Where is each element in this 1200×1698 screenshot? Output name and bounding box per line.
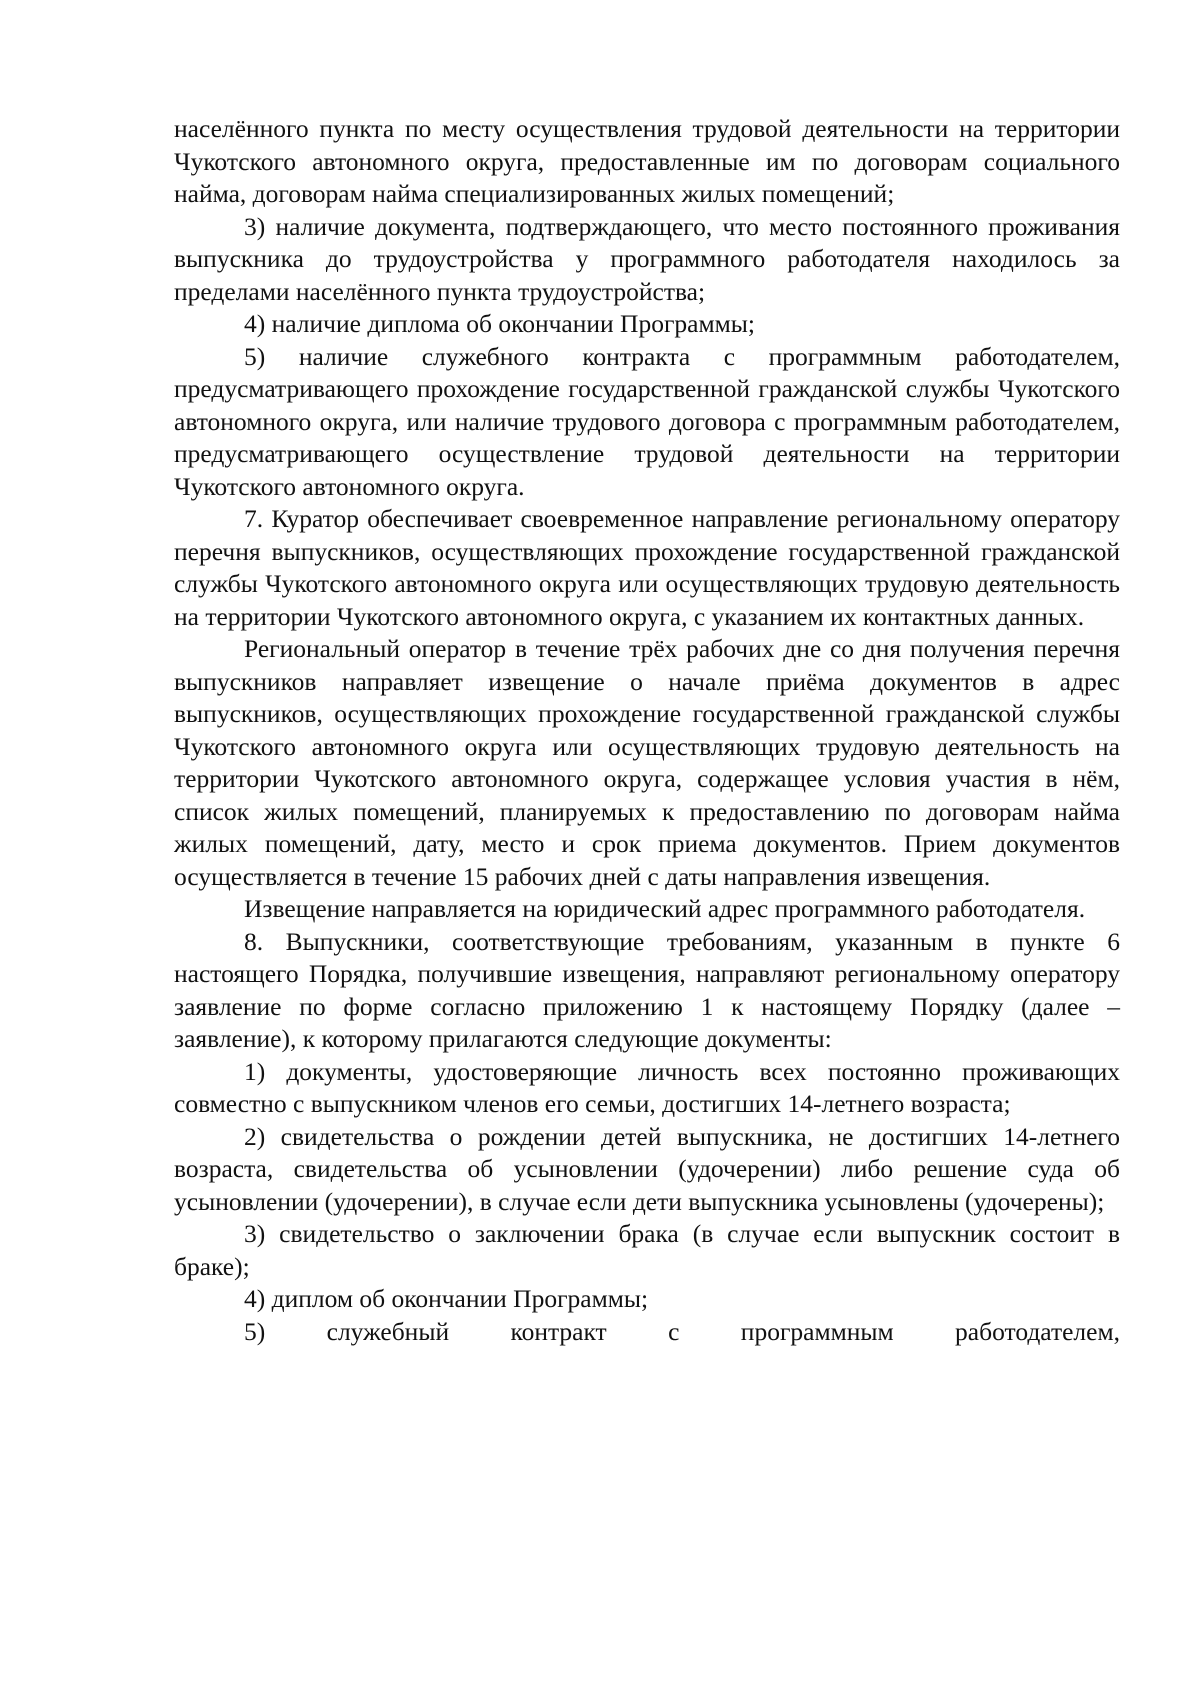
paragraph-doc-item-4: 4) диплом об окончании Программы; <box>244 1284 649 1313</box>
paragraph-doc-item-2: 2) свидетельства о рождении детей выпускника, не достигших 14-летнего возраста, свидетельства об усыновлении (удочерении) либо решение суда об усыновлении (удочерении), в случае если дети выпускника усыновлены (удочерены); <box>174 1121 1120 1216</box>
paragraph-doc-item-5: 5) служебный контракт с программным работодателем, <box>244 1316 1120 1346</box>
paragraph-doc-item-1: 1) документы, удостоверяющие личность всех постоянно проживающих совместно с выпускником членов его семьи, достигших 14-летнего возраста; <box>174 1056 1120 1118</box>
paragraph-section-7: 7. Куратор обеспечивает своевременное направление региональному оператору перечня выпускников, осуществляющих прохождение государственной гражданской службы Чукотского автономного округа или осуществляющих трудовую деятельность на территории Чукотского автономного округа, с указанием их контактных данных. <box>174 504 1120 631</box>
paragraph-regional-operator: Региональный оператор в течение трёх рабочих дне со дня получения перечня выпускников направляет извещение о начале приёма документов в адрес выпускников, осуществляющих прохождение государственной гражданской службы Чукотского автономного округа или осуществляющих трудовую деятельность на территории Чукотского автономного округа, содержащее условия участия в нём, список жилых помещений, планируемых к предоставлению по договорам найма жилых помещений, дату, место и срок приема документов. Прием документов осуществляется в течение 15 рабочих дней с даты направления извещения. <box>174 634 1120 891</box>
paragraph-notice: Извещение направляется на юридический адрес программного работодателя. <box>244 894 1086 923</box>
paragraph-section-8: 8. Выпускники, соответствующие требованиям, указанным в пункте 6 настоящего Порядка, получившие извещения, направляют региональному оператору заявление по форме согласно приложению 1 к настоящему Порядку (далее – заявление), к которому прилагаются следующие документы: <box>174 926 1120 1053</box>
paragraph-item-3: 3) наличие документа, подтверждающего, что место постоянного проживания выпускника до трудоустройства у программного работодателя находилось за пределами населённого пункта трудоустройства; <box>174 211 1120 306</box>
document-page <box>174 113 1120 1348</box>
paragraph-item-5: 5) наличие служебного контракта с программным работодателем, предусматривающего прохождение государственной гражданской службы Чукотского автономного округа, или наличие трудового договора с программным работодателем, предусматривающего осуществление трудовой деятельности на территории Чукотского автономного округа. <box>174 341 1120 501</box>
paragraph-continuation: населённого пункта по месту осуществления трудовой деятельности на территории Чукотского автономного округа, предоставленные им по договорам социального найма, договорам найма специализированных жилых помещений; <box>174 114 1120 208</box>
paragraph-item-4: 4) наличие диплома об окончании Программы; <box>244 309 755 338</box>
paragraph-doc-item-3: 3) свидетельство о заключении брака (в случае если выпускник состоит в браке); <box>174 1219 1120 1281</box>
